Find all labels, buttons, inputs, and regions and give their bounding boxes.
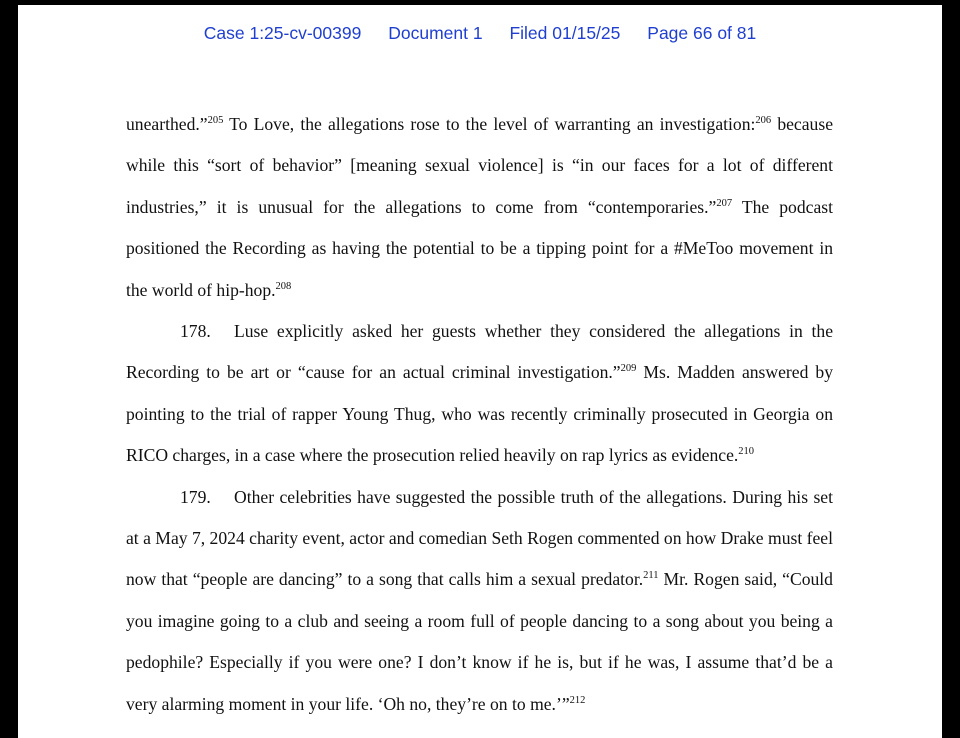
- ecf-header: [18, 23, 942, 44]
- footnote-ref: 210: [738, 446, 755, 458]
- paragraph: unearthed.”$^{205}$ To Love, the allegations rose to the level of warranting an investigation:$^{206}$ because while this “sort of behavior” [meaning sexual violence] is “in our faces for a lot of different industries,” it is unusual for the allegations to come from “contemporaries.”$^{207}$ The podcast positioned the Recording as having the potential to be a tipping point for a #MeToo movement in the world of hip-hop.$^{208}$: [126, 114, 834, 300]
- filed-date: Filed 01/15/25: [509, 23, 621, 43]
- paragraph: 179. Other celebrities have suggested the possible truth of the allegations. During his set at a May 7, 2024 charity event, actor and comedian Seth Rogen commented on how Drake must feel now that “people are dancing” to a song that calls him a sexual predator.$^{211}$ Mr. Rogen said, “Could you imagine going to a club and seeing a room full of people dancing to a song about you being a pedophile? Especially if you were one? I don’t know if he is, but if he was, I assume that’d be a very alarming moment in your life. ‘Oh no, they’re on to me.’”$^{212}$: [126, 477, 833, 725]
- document-number: Document 1: [388, 23, 483, 43]
- footnote-ref: 209: [620, 363, 637, 375]
- footnote-ref: 208: [275, 280, 292, 292]
- paragraph: 178. Luse explicitly asked her guests whether they considered the allegations in the Recording to be art or “cause for an actual criminal investigation.”$^{209}$ Ms. Madden answered by pointing to the trial of rapper Young Thug, who was recently criminally prosecuted in Georgia on RICO charges, in a case where the prosecution relied heavily on rap lyrics as evidence.$^{210}$: [126, 311, 833, 477]
- footnote-ref: 207: [716, 197, 733, 209]
- page-indicator: Page 66 of 81: [647, 23, 757, 43]
- footnote-ref: 205: [207, 115, 224, 126]
- footnote-ref: 211: [643, 570, 659, 582]
- paragraph-number: 178.: [180, 321, 211, 342]
- footnote-ref: 212: [569, 694, 586, 706]
- case-number: Case 1:25-cv-00399: [203, 23, 362, 43]
- footnote-ref: 206: [755, 115, 772, 126]
- document-page: [18, 5, 942, 738]
- body-text: [126, 104, 833, 725]
- paragraph-number: 179.: [180, 486, 211, 507]
